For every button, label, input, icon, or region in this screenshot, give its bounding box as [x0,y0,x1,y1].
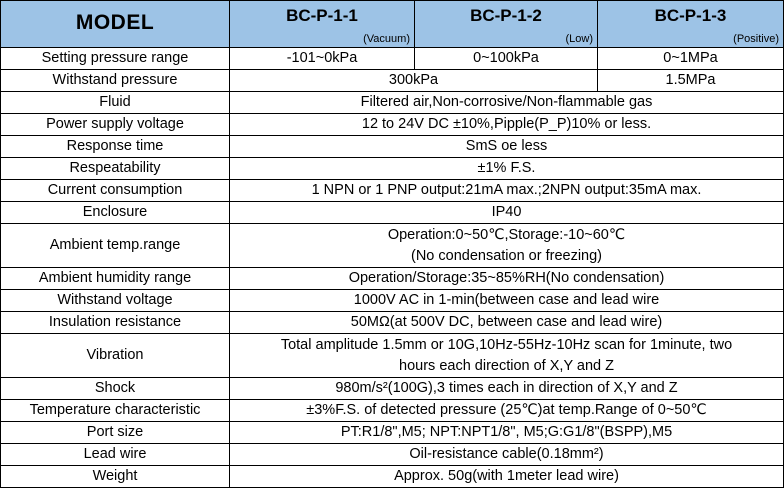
row-label: Respeatability [1,158,230,180]
model-name: BC-P-1-2 [470,6,542,25]
value-cell [230,334,784,378]
row-label: Port size [1,422,230,444]
model-type: (Low) [565,33,593,45]
value-cell: Filtered air,Non-corrosive/Non-flammable gas [230,92,784,114]
header-row [1,1,784,48]
value-cell: 50MΩ(at 500V DC, between case and lead wire) [230,312,784,334]
table-row [1,70,784,92]
value-cell [230,224,784,268]
value-cell: 12 to 24V DC ±10%,Pipple(P_P)10% or less. [230,114,784,136]
value-line: Total amplitude 1.5mm or 10G,10Hz-55Hz-10Hz scan for 1minute, two [280,336,733,353]
row-label: Insulation resistance [1,312,230,334]
row-label: Temperature characteristic [1,400,230,422]
value-cell: 0~100kPa [415,48,598,70]
value-cell: PT:R1/8",M5; NPT:NPT1/8", M5;G:G1/8"(BSPP),M5 [230,422,784,444]
value-cell: SmS oe less [230,136,784,158]
model-col-3 [598,1,784,48]
model-col-2 [415,1,598,48]
table-row [1,180,784,202]
table-row [1,334,784,378]
model-col-1 [230,1,415,48]
value-cell: 300kPa [230,70,598,92]
row-label: Response time [1,136,230,158]
model-type: (Vacuum) [363,33,410,45]
value-cell: Approx. 50g(with 1meter lead wire) [230,466,784,488]
table-row [1,224,784,268]
row-label: Weight [1,466,230,488]
row-label: Power supply voltage [1,114,230,136]
table-row [1,422,784,444]
model-name: BC-P-1-1 [286,6,358,25]
row-label: Ambient humidity range [1,268,230,290]
value-cell: 1.5MPa [598,70,784,92]
value-cell: Operation/Storage:35~85%RH(No condensation) [230,268,784,290]
value-cell: 0~1MPa [598,48,784,70]
row-label: Ambient temp.range [1,224,230,268]
value-cell: ±3%F.S. of detected pressure (25℃)at temp.Range of 0~50℃ [230,400,784,422]
row-label: Lead wire [1,444,230,466]
model-header [1,1,230,48]
table-row [1,92,784,114]
row-label: Shock [1,378,230,400]
value-cell: 1000V AC in 1-min(between case and lead wire [230,290,784,312]
value-cell: 1 NPN or 1 PNP output:21mA max.;2NPN output:35mA max. [230,180,784,202]
row-label: Withstand voltage [1,290,230,312]
table-row [1,48,784,70]
table-row [1,378,784,400]
value-cell: IP40 [230,202,784,224]
model-label: MODEL [75,11,155,34]
table-row [1,400,784,422]
model-name: BC-P-1-3 [654,6,727,25]
table-row [1,114,784,136]
value-line: Operation:0~50℃,Storage:-10~60℃ [387,226,626,243]
table-row [1,290,784,312]
value-line: hours each direction of X,Y and Z [399,357,614,374]
row-label: Enclosure [1,202,230,224]
table-row [1,268,784,290]
table-row [1,202,784,224]
row-label: Current consumption [1,180,230,202]
table-row [1,158,784,180]
value-cell: -101~0kPa [230,48,415,70]
row-label: Fluid [1,92,230,114]
value-cell: ±1% F.S. [230,158,784,180]
table-row [1,466,784,488]
row-label: Withstand pressure [1,70,230,92]
table-row [1,444,784,466]
value-cell: 980m/s²(100G),3 times each in direction of X,Y and Z [230,378,784,400]
table-row [1,312,784,334]
value-cell: Oil-resistance cable(0.18mm²) [230,444,784,466]
model-type: (Positive) [733,33,779,45]
value-line: (No condensation or freezing) [410,247,603,264]
row-label: Vibration [1,334,230,378]
row-label: Setting pressure range [1,48,230,70]
table-row [1,136,784,158]
